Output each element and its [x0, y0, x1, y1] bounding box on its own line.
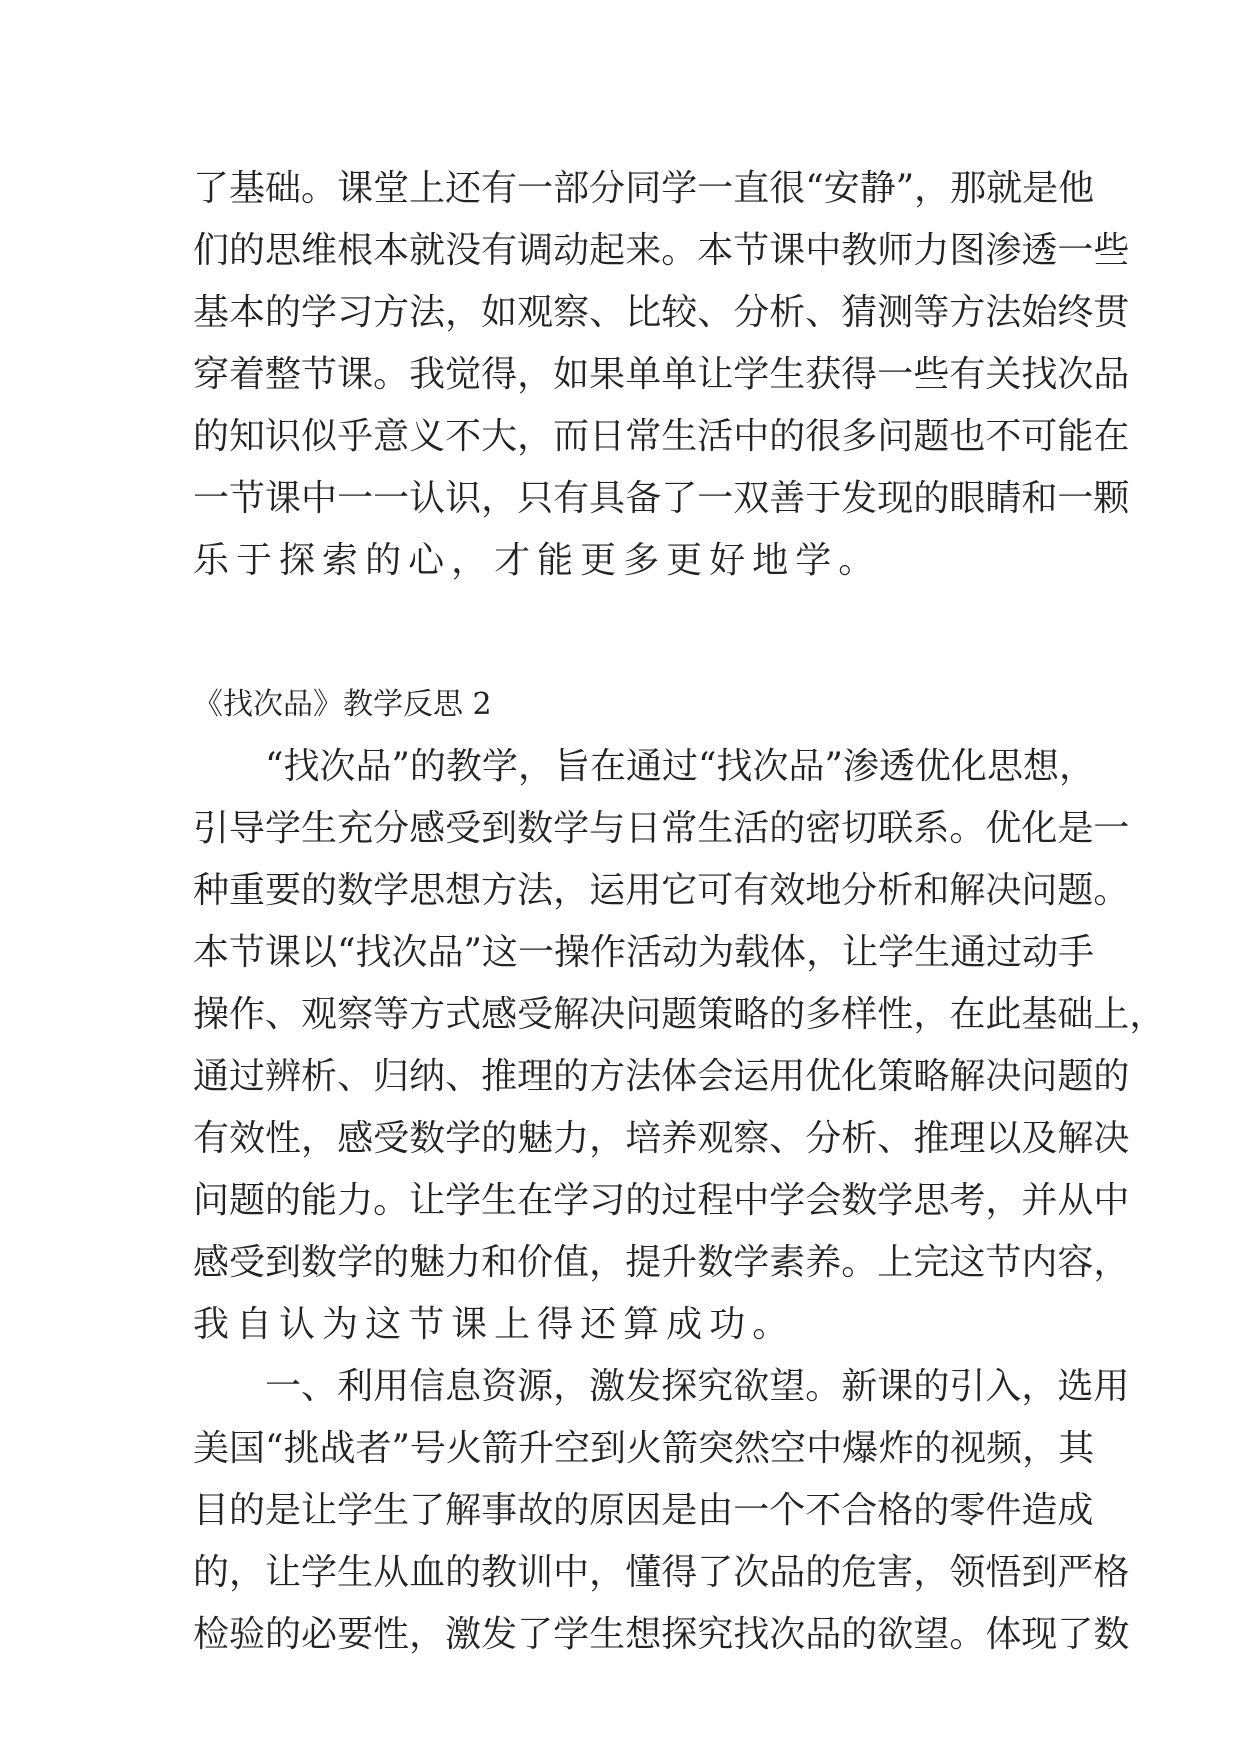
paragraph-part1	[193, 158, 1130, 592]
text-line: 我 自 认 为 这 节 课 上 得 还 算 成 功 。	[193, 1304, 789, 1345]
text-line: “ 找 次 品 ” 的 教 学 ， 旨 在 通 过 “ 找 次 品 ” 渗 透 优 化 思 想 ，	[265, 746, 1095, 787]
text-line: 穿 着 整 节 课 。 我 觉 得 ， 如 果 单 单 让 学 生 获 得 一 些 有 关 找 次 品	[193, 354, 1130, 395]
text-line: 感 受 到 数 学 的 魅 力 和 价 值 ， 提 升 数 学 素 养 。 上 完 这 节 内 容 ，	[193, 1242, 1130, 1283]
paragraph-part2	[193, 736, 1166, 1666]
text-line: 乐 于 探 索 的 心 ， 才 能 更 多 更 好 地 学 。	[193, 540, 875, 581]
text-line: 一 、 利 用 信 息 资 源 ， 激 发 探 究 欲 望 。 新 课 的 引 入 ， 选 用	[265, 1366, 1130, 1407]
text-line: 有 效 性 ， 感 受 数 学 的 魅 力 ， 培 养 观 察 、 分 析 、 推 理 以 及 解 决	[193, 1118, 1130, 1159]
section-heading: 《找次品》教学反思 2	[193, 687, 492, 722]
text-line: 引 导 学 生 充 分 感 受 到 数 学 与 日 常 生 活 的 密 切 联 系 。 优 化 是 一	[193, 808, 1130, 849]
text-line: 一 节 课 中 一 一 认 识 ， 只 有 具 备 了 一 双 善 于 发 现 的 眼 睛 和 一 颗	[193, 478, 1130, 519]
text-line: 了 基 础 。 课 堂 上 还 有 一 部 分 同 学 一 直 很 “ 安 静 ” ， 那 就 是 他	[193, 168, 1095, 209]
text-line: 美 国 “ 挑 战 者 ” 号 火 箭 升 空 到 火 箭 突 然 空 中 爆 炸 的 视 频 ， 其	[193, 1428, 1095, 1469]
text-line: 通 过 辨 析 、 归 纳 、 推 理 的 方 法 体 会 运 用 优 化 策 略 解 决 问 题 的	[193, 1056, 1130, 1097]
text-line: 的 ， 让 学 生 从 血 的 教 训 中 ， 懂 得 了 次 品 的 危 害 ， 领 悟 到 严 格	[193, 1552, 1130, 1593]
text-line: 基 本 的 学 习 方 法 ， 如 观 察 、 比 较 、 分 析 、 猜 测 等 方 法 始 终 贯	[193, 292, 1130, 333]
text-line: 操 作 、 观 察 等 方 式 感 受 解 决 问 题 策 略 的 多 样 性 ， 在 此 基 础 上 ，	[193, 994, 1166, 1035]
text-line: 目 的 是 让 学 生 了 解 事 故 的 原 因 是 由 一 个 不 合 格 的 零 件 造 成	[193, 1490, 1094, 1531]
text-line: 问 题 的 能 力 。 让 学 生 在 学 习 的 过 程 中 学 会 数 学 思 考 ， 并 从 中	[193, 1180, 1130, 1221]
document-body	[193, 158, 1166, 1666]
text-line: 的 知 识 似 乎 意 义 不 大 ， 而 日 常 生 活 中 的 很 多 问 题 也 不 可 能 在	[193, 416, 1130, 457]
text-line: 种 重 要 的 数 学 思 想 方 法 ， 运 用 它 可 有 效 地 分 析 和 解 决 问 题 。	[193, 870, 1130, 911]
section-gap	[193, 592, 1053, 674]
text-line: 本 节 课 以 “ 找 次 品 ” 这 一 操 作 活 动 为 载 体 ， 让 学 生 通 过 动 手	[193, 932, 1095, 973]
text-line: 检 验 的 必 要 性 ， 激 发 了 学 生 想 探 究 找 次 品 的 欲 望 。 体 现 了 数	[193, 1614, 1130, 1655]
text-line: 们 的 思 维 根 本 就 没 有 调 动 起 来 。 本 节 课 中 教 师 力 图 渗 透 一 些	[193, 230, 1130, 271]
